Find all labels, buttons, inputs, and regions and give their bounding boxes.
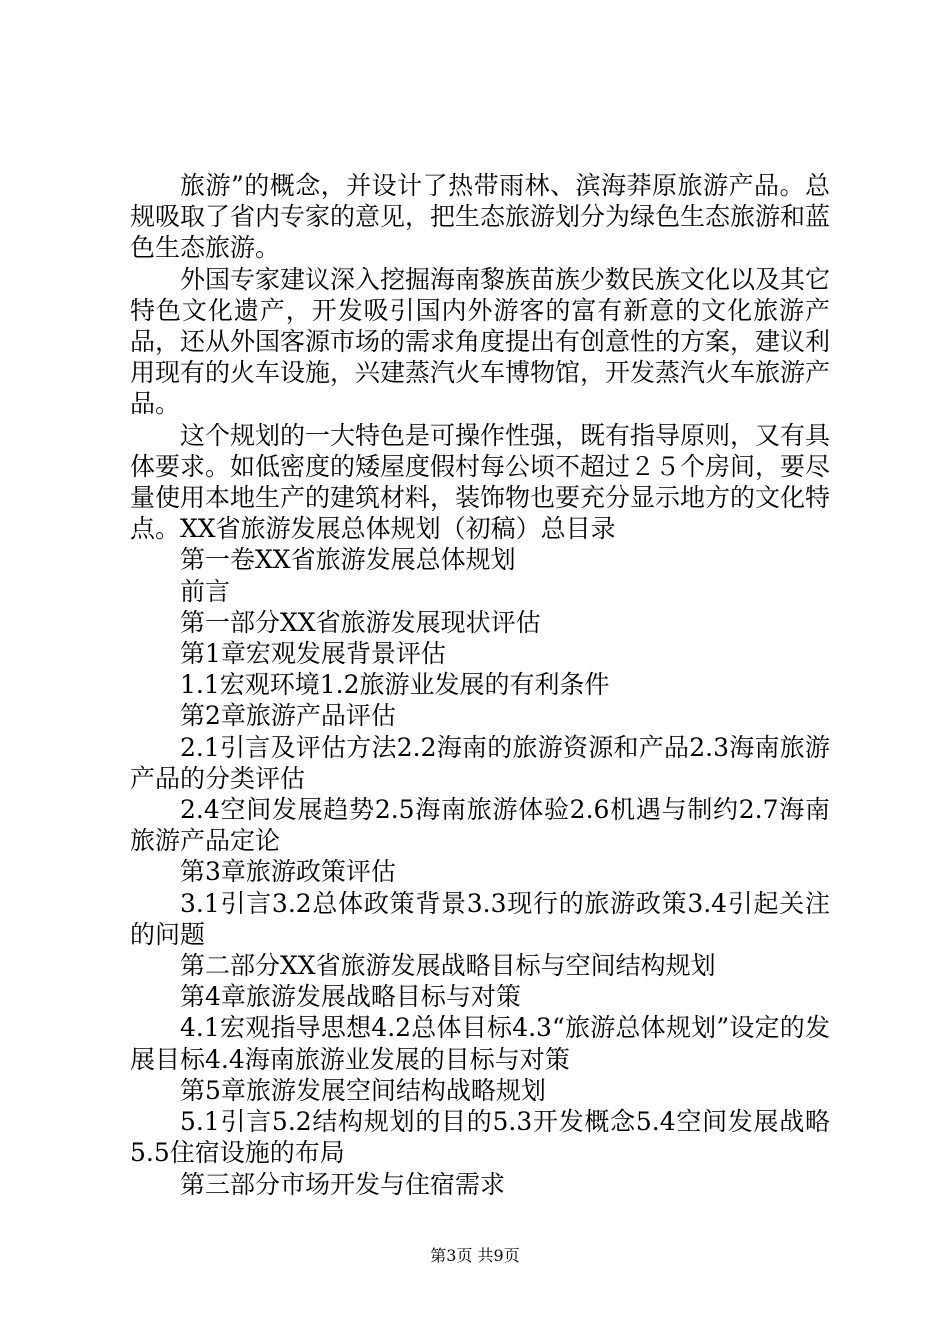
toc-part-heading: 第二部分XX省旅游发展战略目标与空间结构规划 [180,951,716,981]
toc-part-heading: 第三部分市场开发与住宿需求 [180,1169,506,1199]
body-paragraph: 外国专家建议深入挖掘海南黎族苗族少数民族文化以及其它特色文化遗产，开发吸引国内外游客的富有新意的文化旅游产品，还从外国客源市场的需求角度提出有创意性的方案，建议利用现有的火车设施，兴建蒸汽火车博物馆，开发蒸汽火车旅游产品。 [130,264,831,419]
toc-chapter-heading: 第5章旅游发展空间结构战略规划 [180,1075,546,1105]
toc-section-list: 5.1引言5.2结构规划的目的5.3开发概念5.4空间发展战略5.5住宿设施的布局 [130,1107,830,1168]
toc-volume-title: 第一卷XX省旅游发展总体规划 [180,545,516,575]
body-paragraph: 这个规划的一大特色是可操作性强，既有指导原则，又有具体要求。如低密度的矮屋度假村每公顷不超过２５个房间，要尽量使用本地生产的建筑材料，装饰物也要充分显示地方的文化特点。XX省旅游发展总体规划（初稿）总目录 [130,420,831,544]
toc-chapter-heading: 第3章旅游政策评估 [180,857,396,887]
page-number-footer: 第3页 共9页 [430,1246,520,1265]
toc-preface: 前言 [180,576,231,606]
toc-section-list: 4.1宏观指导思想4.2总体目标4.3“旅游总体规划”设定的发展目标4.4海南旅游业发展的目标与对策 [130,1013,830,1074]
toc-chapter-heading: 第2章旅游产品评估 [180,701,396,731]
toc-section-list: 2.1引言及评估方法2.2海南的旅游资源和产品2.3海南旅游产品的分类评估 [130,732,830,793]
toc-section-list: 1.1宏观环境1.2旅游业发展的有利条件 [180,670,610,700]
toc-section-list: 2.4空间发展趋势2.5海南旅游体验2.6机遇与制约2.7海南旅游产品定论 [130,795,830,856]
document-body [130,170,830,1200]
body-paragraph: 旅游”的概念，并设计了热带雨林、滨海莽原旅游产品。总规吸取了省内专家的意见，把生态旅游划分为绿色生态旅游和蓝色生态旅游。 [130,171,831,263]
toc-chapter-heading: 第1章宏观发展背景评估 [180,639,446,669]
toc-section-list: 3.1引言3.2总体政策背景3.3现行的旅游政策3.4引起关注的问题 [130,888,830,949]
toc-chapter-heading: 第4章旅游发展战略目标与对策 [180,982,521,1012]
toc-part-heading: 第一部分XX省旅游发展现状评估 [180,607,541,637]
